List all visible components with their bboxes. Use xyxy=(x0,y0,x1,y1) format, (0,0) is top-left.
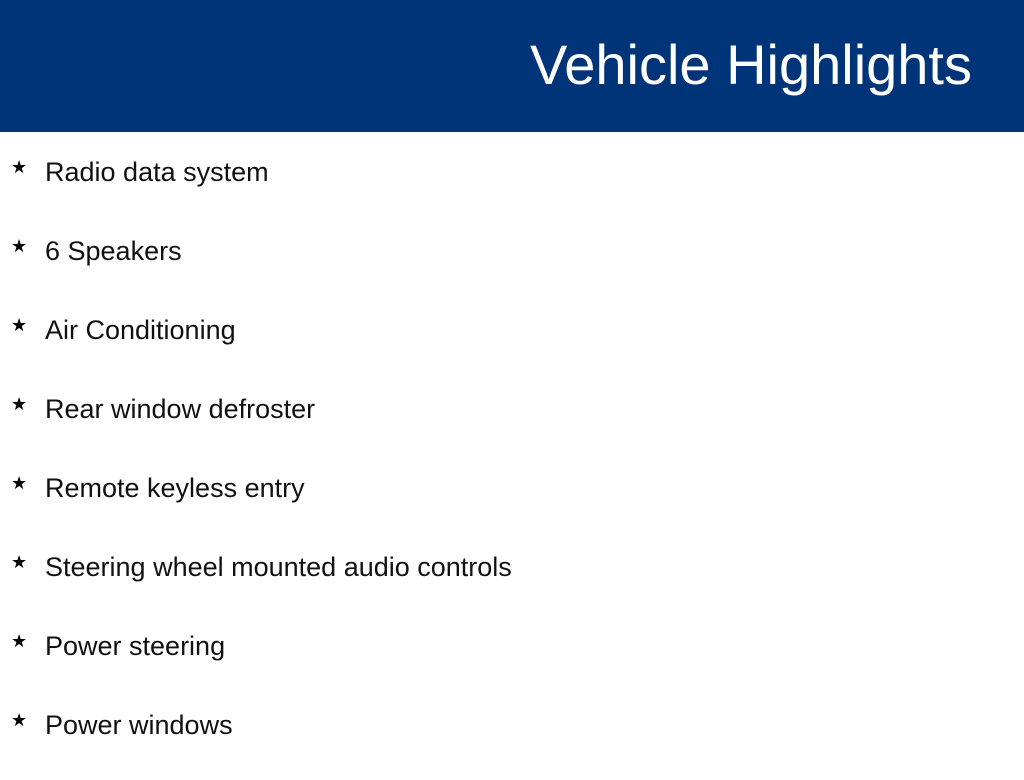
feature-label: Steering wheel mounted audio controls xyxy=(45,552,512,582)
star-icon: ★ xyxy=(11,710,28,731)
star-icon: ★ xyxy=(11,552,28,573)
feature-label: Remote keyless entry xyxy=(45,473,305,503)
feature-label: Air Conditioning xyxy=(45,315,236,345)
star-icon: ★ xyxy=(11,315,28,336)
star-icon: ★ xyxy=(11,236,28,257)
feature-label: Power steering xyxy=(45,631,226,661)
feature-label: Power windows xyxy=(45,710,233,740)
feature-item-power-windows xyxy=(0,701,1024,780)
feature-item-power-steering xyxy=(0,622,1024,701)
star-icon: ★ xyxy=(11,473,28,494)
star-icon: ★ xyxy=(11,394,28,415)
feature-label: Rear window defroster xyxy=(45,394,316,424)
header-banner xyxy=(0,0,1024,132)
feature-item-speakers xyxy=(0,227,1024,306)
page-title: Vehicle Highlights xyxy=(529,33,972,96)
feature-item-radio-data-system xyxy=(0,148,1024,227)
feature-item-rear-window-defroster xyxy=(0,385,1024,464)
star-icon: ★ xyxy=(11,157,28,178)
feature-item-remote-keyless-entry xyxy=(0,464,1024,543)
feature-item-air-conditioning xyxy=(0,306,1024,385)
feature-label: 6 Speakers xyxy=(45,236,182,266)
feature-label: Radio data system xyxy=(45,157,269,187)
feature-list xyxy=(0,148,1024,780)
feature-item-steering-wheel-audio-controls xyxy=(0,543,1024,622)
star-icon: ★ xyxy=(11,631,28,652)
